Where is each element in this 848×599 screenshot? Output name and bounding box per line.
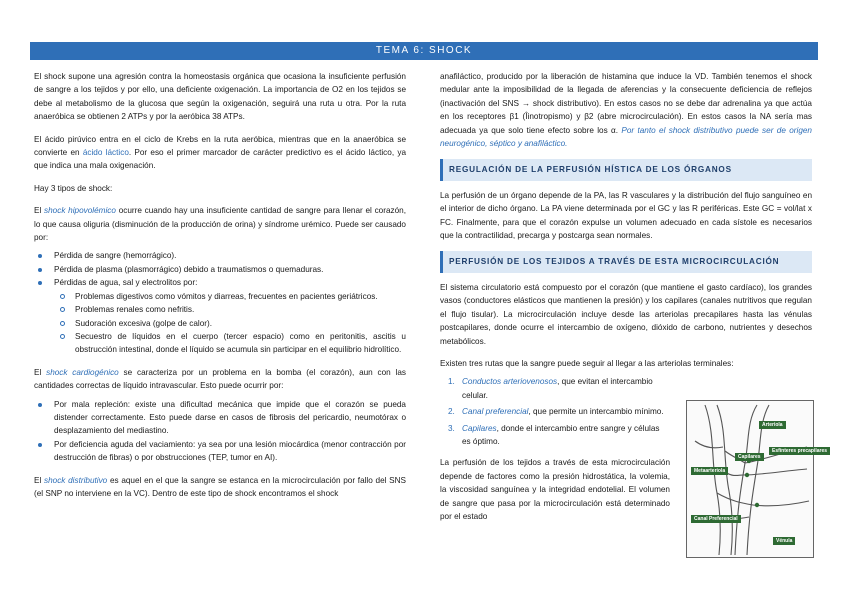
- distributive-origin-note: Por tanto el shock distributivo puede ser de origen neurogénico, séptico y anafiláctico.: [440, 125, 812, 149]
- microcirculation-paragraph: El sistema circulatorio está compuesto por el corazón (que mantiene el gasto cardíaco), los grandes vasos (conductores elásticos que mantienen la presión) y los capilares (canales nutritivos que regulan el flujo tisular). La microcirculación incluye desde las arteriolas precapilares hasta las vénulas postcapilares, donde ocurre el intercambio de oxígeno, dióxido de carbono, nutrientes y desechos metabólicos.: [440, 282, 812, 346]
- list-item: Secuestro de líquidos en el cuerpo (tercer espacio) como en peritonitis, ascitis u obstrucción intestinal, donde el líquido se acumula sin participar en el equilibrio hidrolítico.: [54, 330, 406, 357]
- distributive-paragraph: El shock distributivo es aquel en el que la sangre se estanca en la microcirculación por fallo del SNS (el SNP no interviene en la VC). Dentro de este tipo de shock encontramos el shock: [34, 475, 406, 498]
- pyruvic-paragraph: El ácido pirúvico entra en el ciclo de Krebs en la ruta aeróbica, mientras que en la anaeróbica se convierte en ácido láctico. Por eso el primer marcador de carácter predictivo es el ácido láctico, ya que indica una mala oxigenación.: [34, 134, 406, 171]
- intro-paragraph: El shock supone una agresión contra la homeostasis orgánica que ocasiona la insuficiente perfusión de sangre a los tejidos y por ello, una deficiente oxigenación. La importancia de O2 en los tejidos se debe al metabolismo de la glucosa que según la oxigenación, seguirá una ruta u otra. Por la ruta anaeróbica se obtienen 2 ATPs y por la aeróbica 38 ATPs.: [34, 72, 406, 122]
- list-item: Pérdida de sangre (hemorrágico).: [34, 249, 406, 262]
- page-title-bar: [30, 42, 818, 60]
- types-intro: Hay 3 tipos de shock:: [34, 183, 113, 193]
- list-item: 1. Conductos arteriovenosos, que evitan el intercambio celular.: [448, 377, 653, 400]
- cardiogenic-causes-list: [34, 398, 406, 465]
- label-capilares: Capilares: [735, 453, 764, 461]
- page-title: TEMA 6: SHOCK: [375, 45, 473, 56]
- capillary-2: [743, 469, 807, 475]
- cardiogenic-paragraph: El shock cardiogénico se caracteriza por un problema en la bomba (el corazón), aun con las cantidades correctas de líquido intravascular. Esto puede ocurrir por:: [34, 367, 407, 391]
- capillary-3: [727, 473, 743, 476]
- label-venula: Vénula: [773, 537, 795, 545]
- fluid-loss-sublist: [54, 290, 406, 357]
- microcirculation-diagram: [686, 400, 828, 558]
- arteriole-vessel: [735, 405, 757, 555]
- routes-intro: Existen tres rutas que la sangre puede seguir al llegar a las arteriolas terminales:: [440, 358, 734, 368]
- list-item: Por mala repleción: existe una dificultad mecánica que impide que el corazón se pueda distender correctamente. Esto puede darse en casos de fibrosis del pericardio, neumotórax o desplazamiento del mediastino.: [34, 398, 406, 438]
- label-esfinteres: Esfínteres precapilares: [769, 447, 830, 455]
- hypovolemic-paragraph: El shock hipovolémico ocurre cuando hay una insuficiente cantidad de sangre para llenar el corazón, lo que causa oliguria (disminución de la producción de orina) y síndrome urémico. Puede ser causado por:: [34, 206, 406, 243]
- distributive-term: shock distributivo: [44, 475, 108, 485]
- list-item: Problemas digestivos como vómitos y diarreas, frecuentes en pacientes geriátricos.: [54, 290, 406, 303]
- list-item: 3. Capilares, donde el intercambio entre sangre y células es óptimo.: [448, 423, 660, 446]
- list-item: Por deficiencia aguda del vaciamiento: ya sea por una lesión miocárdica (menor contracción por destrucción de fibras) o por obstrucciones (TEP, tumor en AI).: [34, 438, 406, 465]
- list-item: Sudoración excesiva (golpe de calor).: [54, 317, 406, 330]
- hypovolemic-causes-list: [34, 249, 406, 356]
- cardiogenic-term: shock cardiogénico: [46, 367, 119, 377]
- routes-list: [440, 375, 670, 448]
- label-metarteriola: Metaarteriola: [691, 467, 728, 475]
- anaphylactic-paragraph: anafiláctico, producido por la liberación de histamina que induce la VD. También tenemos el shock medular ante la imposibilidad de la llegada de aferencias y la consecuente deficiencia de reflejos (inactivación del SNS → shock distributivo). En estos casos no se debe dar adrenalina ya que actúa en los receptores β1 (Îinotropismo) y β2 (abre microcirculación). En estos casos la NA sería mas adecuada ya que solo tiene efecto sobre los α. Por tanto el shock distributivo puede ser de origen neurogénico, séptico y anafiláctico.: [440, 72, 812, 149]
- label-arteriola: Arteriola: [759, 421, 786, 429]
- vessel-drawing: [687, 401, 813, 557]
- perfusion-factors-paragraph: La perfusión de los tejidos a través de esta microcirculación depende de factores como la presión hidrostática, la volemia, la viscosidad sanguínea y la integridad endotelial. El volumen de sangre que pasa por la microcirculación está determinado por el estado: [440, 458, 670, 521]
- list-item: 2. Canal preferencial, que permite un intercambio mínimo.: [448, 407, 664, 417]
- label-canal-preferencial: Canal Preferencial: [691, 515, 741, 523]
- section-heading-microcirculation: PERFUSIÓN DE LOS TEJIDOS A TRAVÉS DE ESTA MICROCIRCULACIÓN: [440, 251, 812, 272]
- venule-wall: [705, 405, 720, 555]
- left-column: [34, 70, 406, 509]
- list-item: Pérdidas de agua, sal y electrolitos por: Problemas digestivos como vómitos y diarreas, frecuentes en pacientes geriátricos. Problemas renales como nefritis. Sudoración excesiva (golpe de calor). Secuestro de líquidos en el cuerpo (tercer espacio) como en peritonitis, ascitis u obstrucción intestinal, donde el líquido se acumula sin participar en el equilibrio hidrolítico.: [34, 276, 406, 356]
- capillary-6: [695, 441, 723, 448]
- venule-vessel: [717, 405, 732, 555]
- list-item: Pérdida de plasma (plasmorrágico) debido a traumatismos o quemaduras.: [34, 263, 406, 276]
- regulation-paragraph: La perfusión de un órgano depende de la PA, las R vasculares y la distribución del flujo sanguíneo en el interior de dicho órgano. La PA viene determinada por el GC y las R periféricas. Este GC = vol/lat x FC. Finalmente, para que el corazón expulse un volumen adecuado en cada sístole es necesarios que la contractilidad, precarga y postcarga sean normales.: [440, 190, 812, 241]
- lactic-acid-term: ácido láctico: [82, 148, 129, 158]
- hypovolemic-term: shock hipovolémico: [44, 206, 116, 216]
- section-heading-regulation: REGULACIÓN DE LA PERFUSIÓN HÍSTICA DE LOS ÓRGANOS: [440, 159, 812, 180]
- list-item: Problemas renales como nefritis.: [54, 303, 406, 316]
